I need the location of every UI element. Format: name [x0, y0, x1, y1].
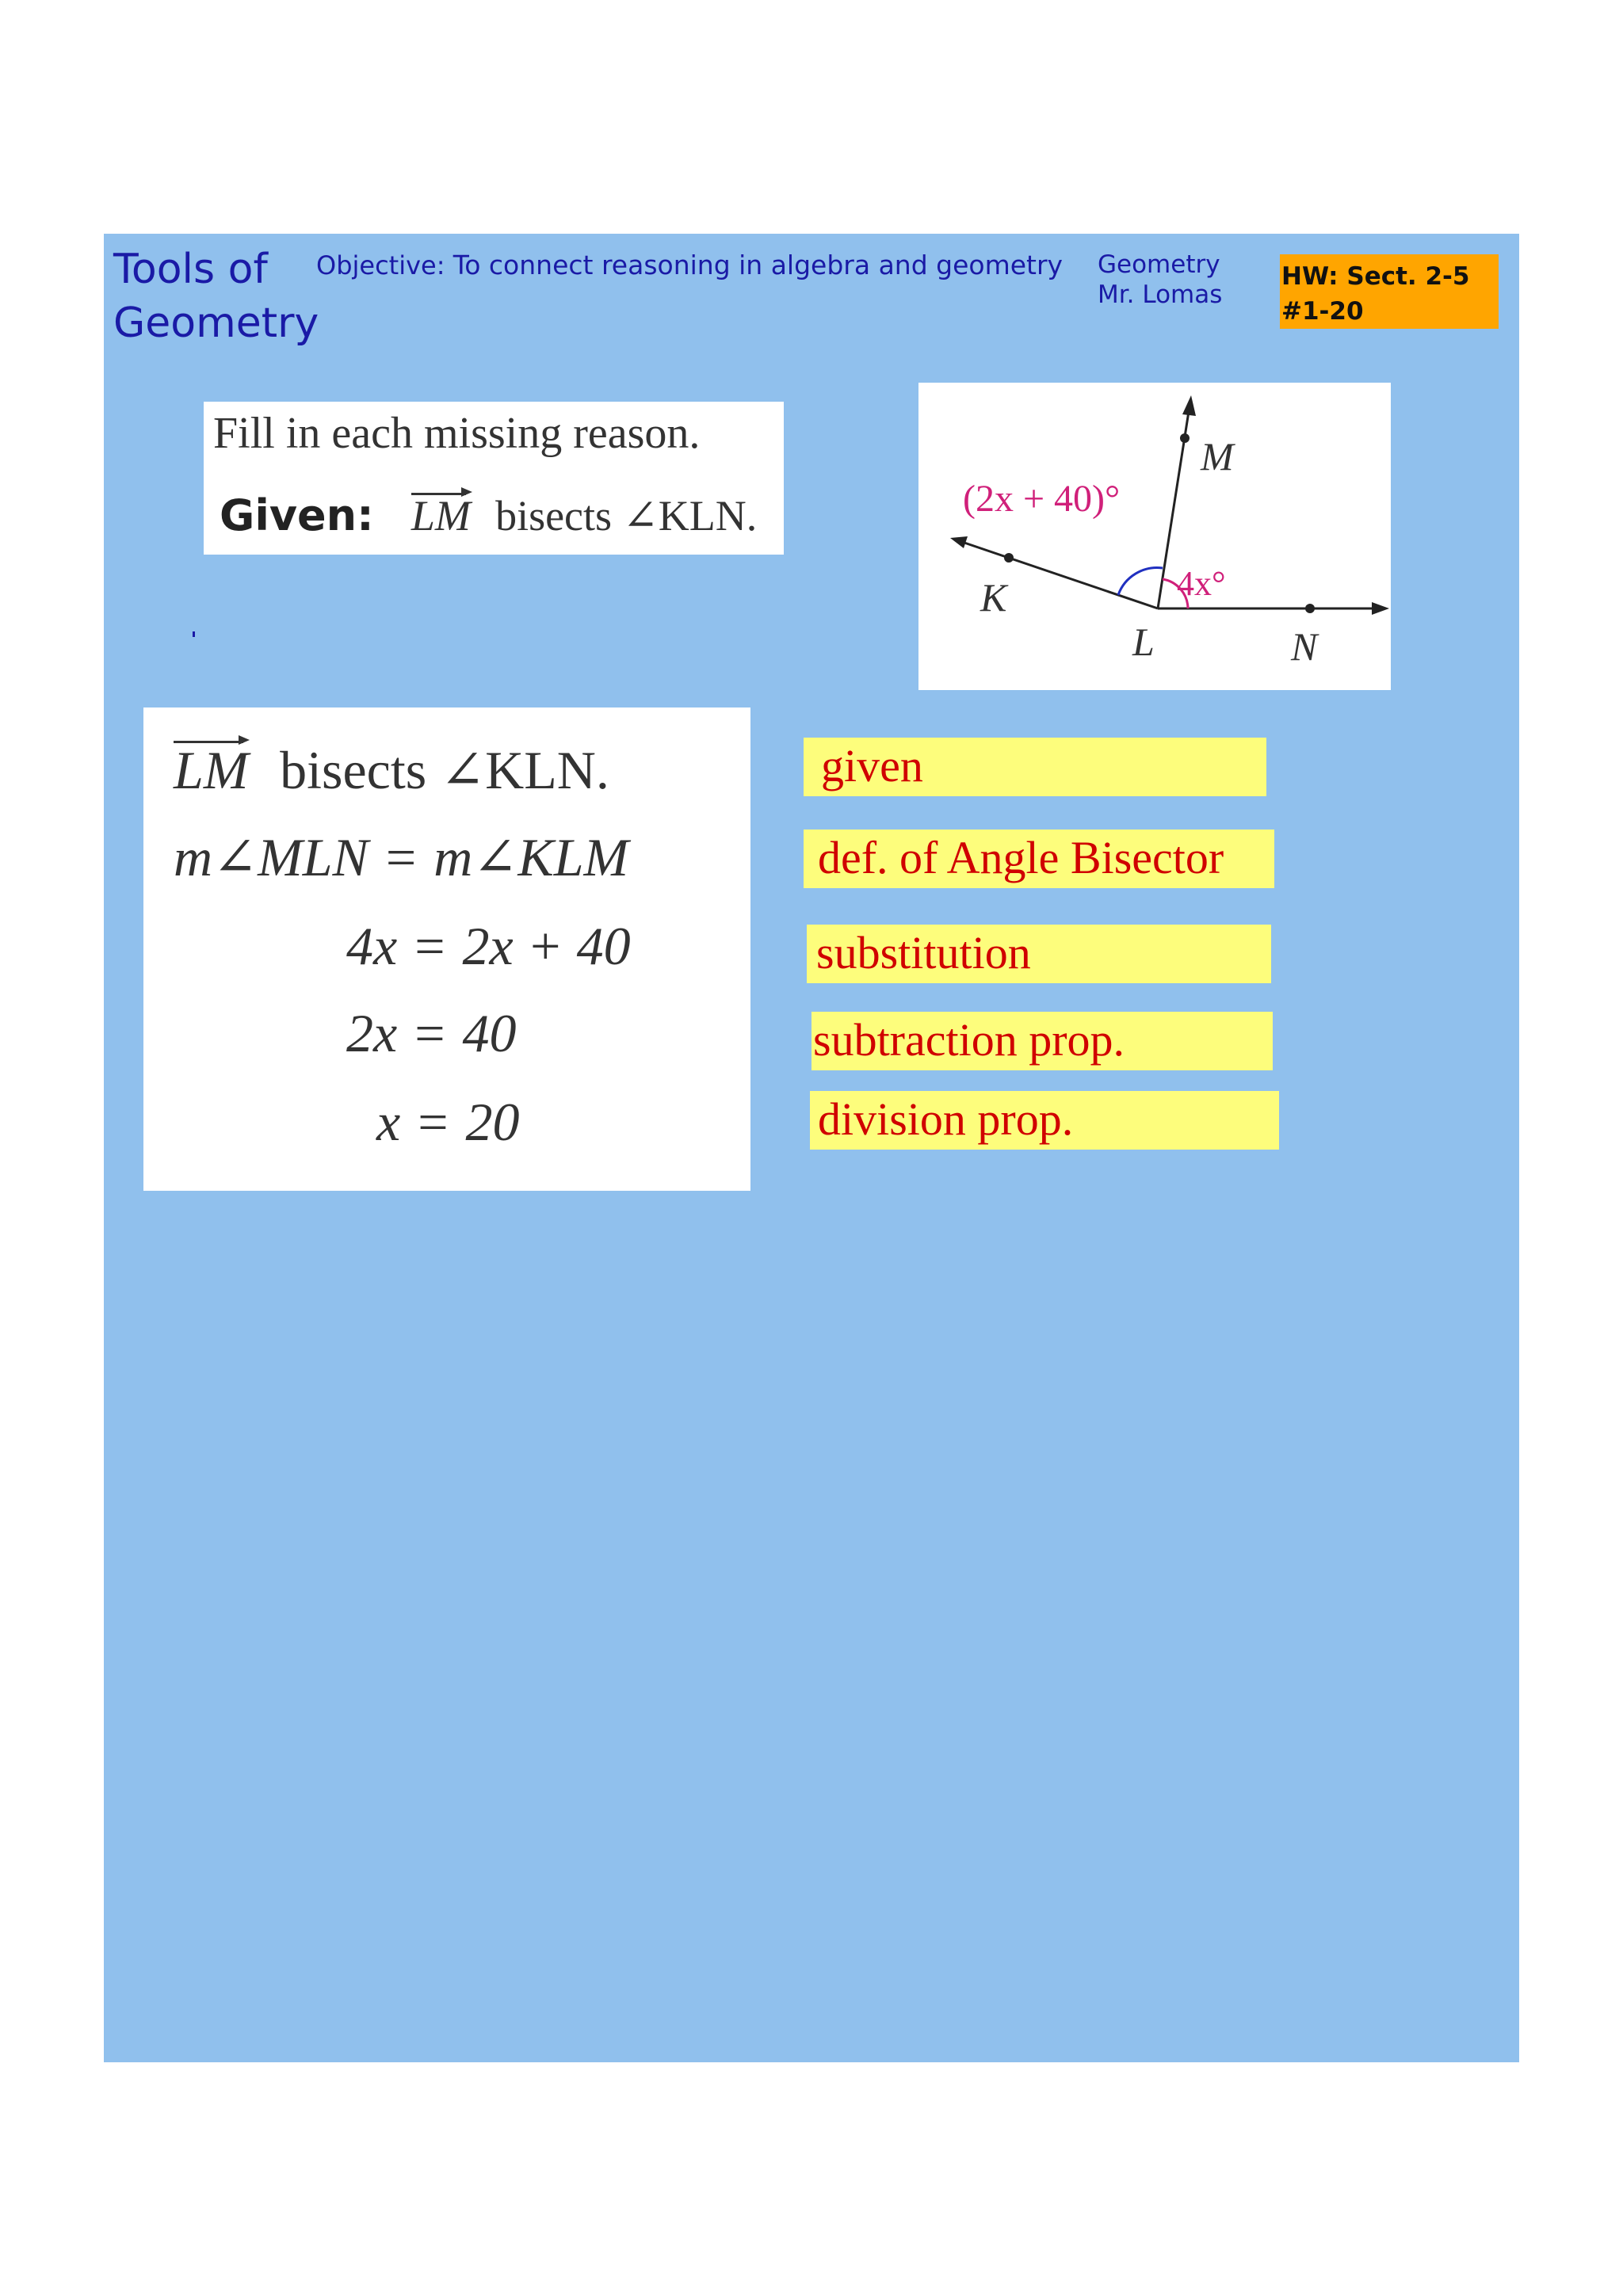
stray-mark: [193, 631, 195, 637]
statement-1-ray: LM: [174, 740, 249, 800]
statement-4-op: =: [414, 1003, 445, 1063]
homework-badge: [1280, 254, 1499, 329]
reason-3: substitution: [807, 925, 1271, 983]
point-m-dot: [1180, 433, 1190, 443]
label-k: K: [980, 575, 1007, 620]
point-k-dot: [1004, 553, 1014, 563]
statement-2-lhs: m∠MLN: [174, 827, 369, 887]
teacher-name: Mr. Lomas: [1098, 280, 1223, 309]
statement-3: [346, 915, 631, 978]
reason-4: subtraction prop.: [812, 1012, 1273, 1070]
angle-diagram-svg: [918, 383, 1391, 690]
statement-4-rhs: 40: [462, 1003, 517, 1063]
title-line-2: Geometry: [113, 299, 319, 347]
objective-text: To connect reasoning in algebra and geometry: [453, 250, 1064, 280]
objective: [316, 250, 1063, 280]
ray-lk-arrow: [950, 536, 968, 548]
statement-4: [346, 1002, 517, 1065]
statement-3-rhs: 2x + 40: [462, 916, 631, 976]
statement-3-op: =: [414, 916, 445, 976]
ray-lm-arrow: [1182, 395, 1196, 416]
label-m: M: [1201, 434, 1234, 479]
point-n-dot: [1305, 604, 1315, 613]
homework-line-1: HW: Sect. 2-5: [1281, 262, 1470, 291]
ray-ln-arrow: [1372, 602, 1389, 615]
proof-statements: [143, 707, 750, 1191]
angle-label-klm: (2x + 40)°: [963, 478, 1121, 520]
angle-arc-klm: [1118, 568, 1163, 595]
statement-1: [174, 739, 609, 802]
given-text: bisects ∠KLN.: [495, 492, 758, 540]
reason-2: def. of Angle Bisector: [804, 830, 1274, 888]
angle-diagram: [918, 383, 1391, 690]
label-n: N: [1291, 624, 1318, 669]
given-line: [220, 490, 757, 540]
slide: [104, 234, 1519, 2062]
statement-1-text: bisects ∠KLN.: [280, 740, 609, 800]
statement-2-op: =: [385, 827, 417, 887]
statement-2: [174, 826, 628, 889]
course-info: [1098, 250, 1222, 310]
title-line-1: Tools of: [113, 246, 268, 293]
statement-5-op: =: [418, 1092, 449, 1152]
reason-1: given: [804, 738, 1266, 796]
instruction-text: Fill in each missing reason.: [213, 409, 701, 458]
statement-5-lhs: x: [376, 1092, 401, 1152]
objective-label: Objective:: [316, 250, 445, 280]
statement-5-rhs: 20: [465, 1092, 520, 1152]
statement-4-lhs: 2x: [346, 1003, 398, 1063]
statement-2-rhs: m∠KLM: [433, 827, 629, 887]
statement-5: [376, 1091, 520, 1154]
angle-label-mln: 4x°: [1177, 564, 1226, 603]
statement-3-lhs: 4x: [346, 916, 398, 976]
given-label: Given:: [220, 490, 374, 540]
given-ray-lm: LM: [411, 492, 471, 540]
problem-box: [204, 402, 784, 555]
course-name: Geometry: [1098, 250, 1220, 279]
label-l: L: [1132, 620, 1155, 664]
homework-line-2: #1-20: [1281, 297, 1364, 326]
reason-5: division prop.: [810, 1091, 1279, 1150]
